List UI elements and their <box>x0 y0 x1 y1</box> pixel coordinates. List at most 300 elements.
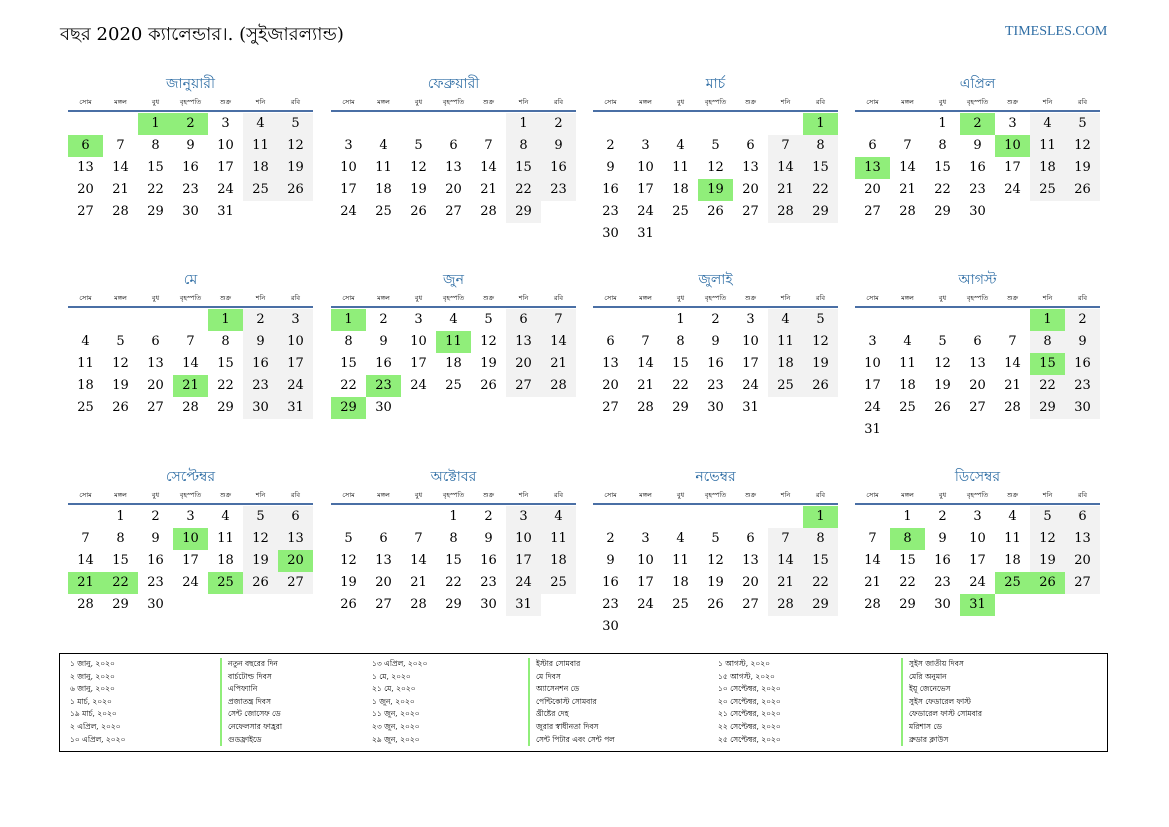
day-cell: 16 <box>1065 353 1100 375</box>
legend-entry: ১৫ আগস্ট, ২০২০ <box>718 671 775 681</box>
empty-cell <box>855 506 890 528</box>
day-cell: 19 <box>934 378 951 393</box>
day-cell: 19 <box>1065 157 1100 179</box>
legend-entry: ২৩ জুন, ২০২০ <box>372 721 420 731</box>
day-cell: 12 <box>707 160 724 175</box>
day-cell: 28 <box>112 204 129 219</box>
legend-entry: ২১ মে, ২০২০ <box>372 684 416 694</box>
day-grid <box>855 506 1100 616</box>
day-cell: 21 <box>864 575 881 590</box>
day-cell: 9 <box>186 138 195 153</box>
weekday-label: বুধ <box>676 98 685 106</box>
day-cell: 18 <box>445 356 462 371</box>
day-cell: 13 <box>742 160 759 175</box>
day-cell: 11 <box>217 531 234 546</box>
legend-entry: ২ জানু, ২০২০ <box>70 671 115 681</box>
day-cell: 8 <box>803 135 838 157</box>
empty-cell <box>855 309 890 331</box>
day-cell: 17 <box>742 356 759 371</box>
day-cell: 3 <box>868 334 877 349</box>
day-cell: 3 <box>414 312 423 327</box>
day-cell: 11 <box>1030 135 1065 157</box>
legend-entry: নতুন বছরের দিন <box>228 659 278 668</box>
holiday-day-cell: 2 <box>960 113 995 135</box>
day-cell: 25 <box>1030 179 1065 201</box>
day-cell: 22 <box>934 182 951 197</box>
legend-entry: ২৯ জুন, ২০২০ <box>372 734 420 744</box>
weekday-label: সোম <box>79 294 92 302</box>
day-cell: 10 <box>506 528 541 550</box>
weekday-label: মঙ্গল <box>114 294 127 302</box>
holiday-day-cell: 29 <box>331 397 366 419</box>
day-cell: 14 <box>1004 356 1021 371</box>
month-calendar <box>68 268 313 419</box>
day-cell: 7 <box>81 531 90 546</box>
legend-entry: গুডফ্রাইডে <box>228 734 262 744</box>
day-cell: 8 <box>938 138 947 153</box>
empty-cell <box>663 113 698 135</box>
weekday-label: বৃহস্পতি <box>442 491 465 499</box>
month-title: অক্টোবর <box>430 469 477 485</box>
month-calendar <box>331 465 576 616</box>
weekday-label: শনি <box>255 491 266 499</box>
day-cell: 10 <box>217 138 234 153</box>
day-cell: 6 <box>151 334 160 349</box>
empty-cell <box>698 113 733 135</box>
day-cell: 25 <box>768 375 803 397</box>
day-cell: 30 <box>375 400 392 415</box>
site-link[interactable]: TIMESLES.COM <box>1005 24 1108 39</box>
month-title: মার্চ <box>705 76 726 92</box>
day-cell: 7 <box>903 138 912 153</box>
weekday-label: শনি <box>255 98 266 106</box>
month-title: জানুয়ারী <box>166 76 215 92</box>
day-cell: 29 <box>803 594 838 616</box>
holiday-day-cell: 1 <box>208 309 243 331</box>
day-grid <box>68 506 313 616</box>
day-cell: 5 <box>711 531 720 546</box>
day-cell: 20 <box>969 378 986 393</box>
weekday-header <box>593 489 838 505</box>
day-cell: 5 <box>484 312 493 327</box>
day-cell: 27 <box>864 204 881 219</box>
empty-cell <box>331 113 366 135</box>
weekday-label: বৃহস্পতি <box>442 294 465 302</box>
day-cell: 7 <box>116 138 125 153</box>
day-cell: 8 <box>116 531 125 546</box>
day-cell: 18 <box>899 378 916 393</box>
day-cell: 6 <box>746 531 755 546</box>
day-grid <box>68 309 313 419</box>
day-cell: 28 <box>637 400 654 415</box>
month-title: জুন <box>443 272 464 288</box>
day-cell: 18 <box>1030 157 1065 179</box>
day-cell: 26 <box>278 179 313 201</box>
day-cell: 25 <box>445 378 462 393</box>
day-cell: 30 <box>969 204 986 219</box>
weekday-label: সোম <box>342 491 355 499</box>
day-cell: 6 <box>1065 506 1100 528</box>
day-cell: 30 <box>147 597 164 612</box>
day-cell: 7 <box>641 334 650 349</box>
weekday-label: শুক্র <box>219 491 232 499</box>
day-cell: 1 <box>676 312 685 327</box>
day-cell: 10 <box>637 553 654 568</box>
holiday-day-cell: 22 <box>103 572 138 594</box>
day-cell: 20 <box>1065 550 1100 572</box>
day-grid <box>593 309 838 419</box>
month-calendar <box>331 268 576 419</box>
day-cell: 2 <box>1065 309 1100 331</box>
day-cell: 29 <box>803 201 838 223</box>
legend-entry: ১৩ এপ্রিল, ২০২০ <box>372 659 428 668</box>
day-cell: 5 <box>414 138 423 153</box>
day-cell: 21 <box>1004 378 1021 393</box>
day-cell: 4 <box>768 309 803 331</box>
month-title: নভেম্বর <box>695 469 736 485</box>
holiday-legend <box>59 653 1108 752</box>
day-cell: 6 <box>278 506 313 528</box>
day-cell: 2 <box>711 312 720 327</box>
day-cell: 24 <box>278 375 313 397</box>
holiday-day-cell: 1 <box>803 506 838 528</box>
weekday-label: বৃহস্পতি <box>704 98 727 106</box>
empty-cell <box>995 309 1030 331</box>
day-cell: 24 <box>182 575 199 590</box>
day-cell: 20 <box>375 575 392 590</box>
day-cell: 8 <box>449 531 458 546</box>
day-cell: 3 <box>1008 116 1017 131</box>
weekday-label: রবি <box>1077 98 1088 106</box>
day-cell: 4 <box>221 509 230 524</box>
day-cell: 7 <box>768 135 803 157</box>
weekday-label: বৃহস্পতি <box>179 294 202 302</box>
day-cell: 3 <box>344 138 353 153</box>
day-cell: 13 <box>375 553 392 568</box>
day-cell: 2 <box>484 509 493 524</box>
day-cell: 11 <box>541 528 576 550</box>
legend-entry: মরিশাস ডে <box>909 721 942 731</box>
legend-dates-col-2 <box>372 658 427 746</box>
weekday-label: সোম <box>342 98 355 106</box>
day-cell: 15 <box>340 356 357 371</box>
empty-cell <box>733 506 768 528</box>
weekday-label: বৃহস্পতি <box>704 294 727 302</box>
day-cell: 3 <box>506 506 541 528</box>
weekday-header <box>68 96 313 112</box>
day-cell: 17 <box>637 575 654 590</box>
holiday-day-cell: 6 <box>68 135 103 157</box>
day-grid <box>593 506 838 638</box>
day-cell: 17 <box>506 550 541 572</box>
holiday-day-cell: 1 <box>803 113 838 135</box>
day-grid <box>331 113 576 223</box>
legend-entry: ব্রুডার ক্লাউস <box>909 734 949 744</box>
day-cell: 30 <box>602 226 619 241</box>
empty-cell <box>890 309 925 331</box>
holiday-day-cell: 15 <box>1030 353 1065 375</box>
day-cell: 26 <box>934 400 951 415</box>
holiday-day-cell: 11 <box>436 331 471 353</box>
empty-cell <box>593 309 628 331</box>
day-cell: 30 <box>707 400 724 415</box>
day-cell: 27 <box>969 400 986 415</box>
day-cell: 22 <box>803 179 838 201</box>
day-cell: 13 <box>147 356 164 371</box>
day-cell: 25 <box>375 204 392 219</box>
weekday-label: রবি <box>290 98 301 106</box>
day-cell: 19 <box>410 182 427 197</box>
day-cell: 16 <box>934 553 951 568</box>
day-cell: 17 <box>340 182 357 197</box>
day-cell: 27 <box>742 597 759 612</box>
day-cell: 21 <box>410 575 427 590</box>
day-cell: 13 <box>1065 528 1100 550</box>
month-title: জুলাই <box>698 272 733 288</box>
day-cell: 4 <box>903 334 912 349</box>
day-cell: 2 <box>151 509 160 524</box>
weekday-label: সোম <box>866 98 879 106</box>
day-cell: 11 <box>77 356 94 371</box>
legend-entry: সুইস ফেডারেল ফাস্ট <box>909 696 971 706</box>
day-cell: 2 <box>606 531 615 546</box>
day-cell: 28 <box>768 594 803 616</box>
weekday-label: শনি <box>1042 294 1053 302</box>
weekday-label: সোম <box>604 294 617 302</box>
day-cell: 1 <box>903 509 912 524</box>
legend-entry: ১ জানু, ২০২০ <box>70 659 115 668</box>
day-cell: 17 <box>217 160 234 175</box>
weekday-label: বুধ <box>151 98 160 106</box>
day-cell: 8 <box>1030 331 1065 353</box>
day-cell: 27 <box>602 400 619 415</box>
holiday-day-cell: 25 <box>208 572 243 594</box>
weekday-label: শুক্র <box>1006 491 1019 499</box>
day-cell: 21 <box>768 572 803 594</box>
day-cell: 29 <box>112 597 129 612</box>
day-cell: 9 <box>973 138 982 153</box>
day-cell: 22 <box>672 378 689 393</box>
day-cell: 15 <box>803 550 838 572</box>
month-calendar <box>68 465 313 616</box>
month-calendar <box>593 72 838 245</box>
day-cell: 12 <box>1065 135 1100 157</box>
holiday-day-cell: 1 <box>138 113 173 135</box>
empty-cell <box>138 309 173 331</box>
legend-entry: ২২ সেপ্টেম্বর, ২০২০ <box>718 721 781 731</box>
weekday-label: বুধ <box>676 491 685 499</box>
day-cell: 13 <box>969 356 986 371</box>
holiday-day-cell: 13 <box>855 157 890 179</box>
day-cell: 22 <box>147 182 164 197</box>
day-cell: 24 <box>217 182 234 197</box>
day-cell: 18 <box>672 575 689 590</box>
day-cell: 8 <box>221 334 230 349</box>
empty-cell <box>628 506 663 528</box>
weekday-label: মঙ্গল <box>901 98 914 106</box>
month-calendar <box>331 72 576 223</box>
day-cell: 11 <box>672 553 689 568</box>
day-cell: 23 <box>182 182 199 197</box>
empty-cell <box>401 506 436 528</box>
day-cell: 17 <box>278 353 313 375</box>
day-cell: 11 <box>672 160 689 175</box>
day-cell: 20 <box>602 378 619 393</box>
legend-entry: ইয়ূ জেনেভেস <box>909 684 951 694</box>
day-cell: 24 <box>969 575 986 590</box>
day-cell: 12 <box>1030 528 1065 550</box>
day-cell: 28 <box>864 597 881 612</box>
legend-entry: ২০ সেপ্টেম্বর, ২০২০ <box>718 696 781 706</box>
day-cell: 1 <box>116 509 125 524</box>
weekday-label: সোম <box>79 491 92 499</box>
day-cell: 24 <box>410 378 427 393</box>
day-cell: 4 <box>1008 509 1017 524</box>
day-cell: 25 <box>672 597 689 612</box>
weekday-label: মঙ্গল <box>114 491 127 499</box>
day-cell: 20 <box>742 182 759 197</box>
weekday-label: বৃহস্পতি <box>442 98 465 106</box>
day-cell: 8 <box>151 138 160 153</box>
day-cell: 11 <box>375 160 392 175</box>
day-cell: 8 <box>676 334 685 349</box>
day-cell: 31 <box>278 397 313 419</box>
day-cell: 20 <box>742 575 759 590</box>
weekday-label: শনি <box>518 98 529 106</box>
day-cell: 24 <box>637 597 654 612</box>
day-cell: 22 <box>340 378 357 393</box>
weekday-label: বুধ <box>938 294 947 302</box>
day-cell: 28 <box>77 597 94 612</box>
empty-cell <box>103 113 138 135</box>
empty-cell <box>401 113 436 135</box>
day-cell: 17 <box>864 378 881 393</box>
day-cell: 5 <box>938 334 947 349</box>
day-cell: 5 <box>1065 113 1100 135</box>
day-cell: 30 <box>243 397 278 419</box>
legend-entry: সেন্ট পিটার এবং সেন্ট পল <box>536 734 615 744</box>
day-cell: 29 <box>1030 397 1065 419</box>
legend-entry: ২ এপ্রিল, ২০২০ <box>70 721 121 731</box>
weekday-label: শুক্র <box>219 98 232 106</box>
weekday-label: বুধ <box>414 294 423 302</box>
day-cell: 5 <box>116 334 125 349</box>
day-cell: 17 <box>1004 160 1021 175</box>
day-cell: 24 <box>340 204 357 219</box>
day-cell: 14 <box>768 157 803 179</box>
weekday-label: শনি <box>780 98 791 106</box>
day-cell: 16 <box>147 553 164 568</box>
day-cell: 27 <box>742 204 759 219</box>
weekday-label: বৃহস্পতি <box>966 294 989 302</box>
day-cell: 3 <box>186 509 195 524</box>
day-cell: 30 <box>480 597 497 612</box>
weekday-label: মঙ্গল <box>639 98 652 106</box>
day-cell: 24 <box>742 378 759 393</box>
day-cell: 1 <box>938 116 947 131</box>
weekday-label: শুক্র <box>482 294 495 302</box>
month-title: ফেব্রুয়ারী <box>427 76 480 92</box>
weekday-label: শুক্র <box>219 294 232 302</box>
day-cell: 31 <box>506 594 541 616</box>
day-cell: 10 <box>340 160 357 175</box>
weekday-label: মঙ্গল <box>377 98 390 106</box>
empty-cell <box>68 309 103 331</box>
empty-cell <box>471 113 506 135</box>
day-grid <box>855 309 1100 441</box>
day-cell: 26 <box>410 204 427 219</box>
legend-entry: সুইস জাতীয় দিবস <box>909 659 964 668</box>
day-cell: 13 <box>602 356 619 371</box>
weekday-header <box>593 292 838 308</box>
legend-entry: জুরার স্বাধীনতা দিবস <box>536 721 599 731</box>
day-cell: 23 <box>480 575 497 590</box>
weekday-label: শুক্র <box>744 294 757 302</box>
weekday-label: মঙ্গল <box>639 491 652 499</box>
day-cell: 14 <box>182 356 199 371</box>
day-cell: 27 <box>1065 572 1100 594</box>
day-cell: 19 <box>480 356 497 371</box>
day-cell: 22 <box>1030 375 1065 397</box>
day-cell: 15 <box>112 553 129 568</box>
day-cell: 14 <box>541 331 576 353</box>
day-cell: 14 <box>899 160 916 175</box>
weekday-label: রবি <box>815 98 826 106</box>
month-calendar <box>593 465 838 638</box>
day-cell: 2 <box>379 312 388 327</box>
day-cell: 9 <box>541 135 576 157</box>
legend-entry: ইস্টার সোমবার <box>536 659 581 668</box>
day-cell: 11 <box>768 331 803 353</box>
legend-names-col-2 <box>528 658 615 746</box>
day-cell: 21 <box>899 182 916 197</box>
holiday-day-cell: 19 <box>698 179 733 201</box>
day-cell: 4 <box>676 531 685 546</box>
weekday-label: শনি <box>1042 491 1053 499</box>
day-cell: 19 <box>243 550 278 572</box>
day-cell: 23 <box>541 179 576 201</box>
legend-entry: মে দিবস <box>536 671 561 681</box>
day-cell: 1 <box>506 113 541 135</box>
legend-dates-col-1 <box>70 658 125 746</box>
day-cell: 9 <box>606 160 615 175</box>
weekday-label: শনি <box>780 294 791 302</box>
empty-cell <box>68 506 103 528</box>
day-cell: 21 <box>480 182 497 197</box>
day-cell: 30 <box>1065 397 1100 419</box>
weekday-label: বুধ <box>414 98 423 106</box>
day-cell: 16 <box>480 553 497 568</box>
day-cell: 23 <box>602 597 619 612</box>
day-cell: 2 <box>938 509 947 524</box>
day-cell: 4 <box>1030 113 1065 135</box>
empty-cell <box>628 113 663 135</box>
legend-entry: বার্চটোল্ড দিবস <box>228 671 272 681</box>
empty-cell <box>103 309 138 331</box>
day-cell: 25 <box>672 204 689 219</box>
month-title: এপ্রিল <box>959 76 996 92</box>
day-cell: 14 <box>480 160 497 175</box>
day-cell: 16 <box>969 160 986 175</box>
empty-cell <box>593 113 628 135</box>
day-cell: 29 <box>445 597 462 612</box>
weekday-label: বুধ <box>676 294 685 302</box>
day-cell: 22 <box>803 572 838 594</box>
month-calendar <box>593 268 838 419</box>
day-cell: 26 <box>340 597 357 612</box>
weekday-label: রবি <box>290 491 301 499</box>
weekday-label: সোম <box>342 294 355 302</box>
